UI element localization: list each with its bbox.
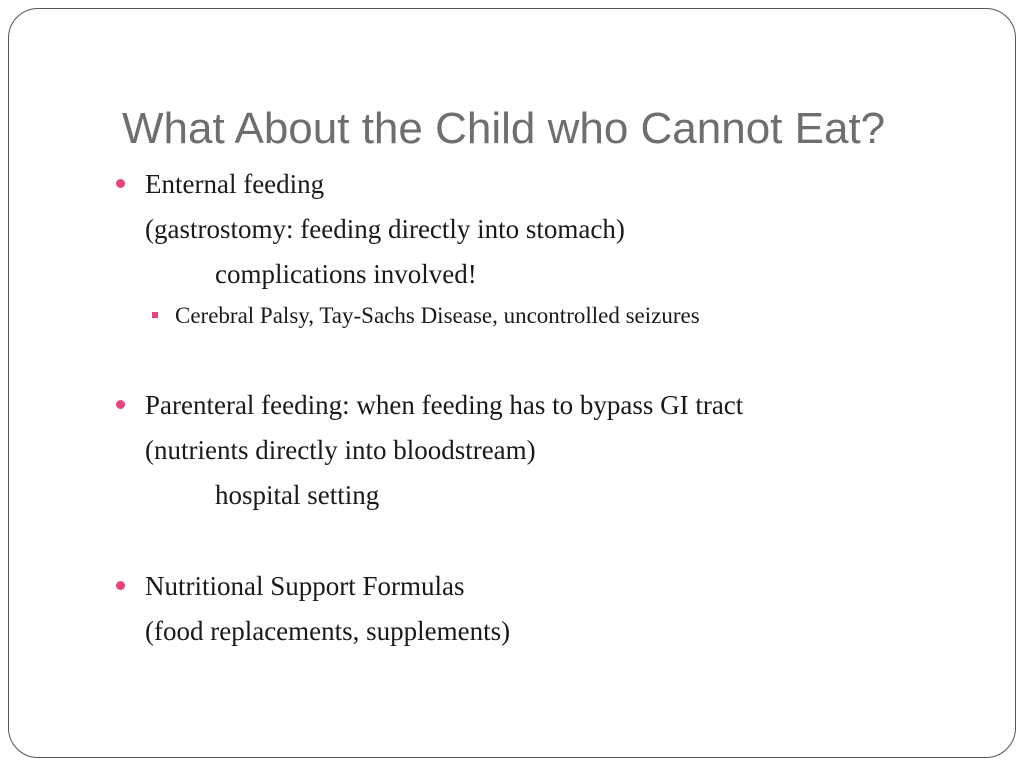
slide-title: What About the Child who Cannot Eat? xyxy=(122,104,886,153)
bullet-1-sub-item: Cerebral Palsy, Tay-Sachs Disease, uncontrolled seizures xyxy=(175,303,700,328)
bullet-1-text: Enternal feeding xyxy=(145,169,325,199)
bullet-dot-icon xyxy=(116,581,125,590)
bullet-2-line-2: hospital setting xyxy=(215,480,380,510)
bullet-3-line-1: (food replacements, supplements) xyxy=(145,616,511,646)
sub-bullet-square-icon xyxy=(152,312,158,318)
bullet-dot-icon xyxy=(116,179,125,188)
bullet-dot-icon xyxy=(116,400,125,409)
bullet-2-line-1: (nutrients directly into bloodstream) xyxy=(145,435,536,465)
bullet-3-text: Nutritional Support Formulas xyxy=(145,571,465,601)
bullet-1-line-1: (gastrostomy: feeding directly into stomach) xyxy=(145,214,625,244)
bullet-1-line-2: complications involved! xyxy=(215,259,477,289)
bullet-2-text: Parenteral feeding: when feeding has to bypass GI tract xyxy=(145,390,744,420)
